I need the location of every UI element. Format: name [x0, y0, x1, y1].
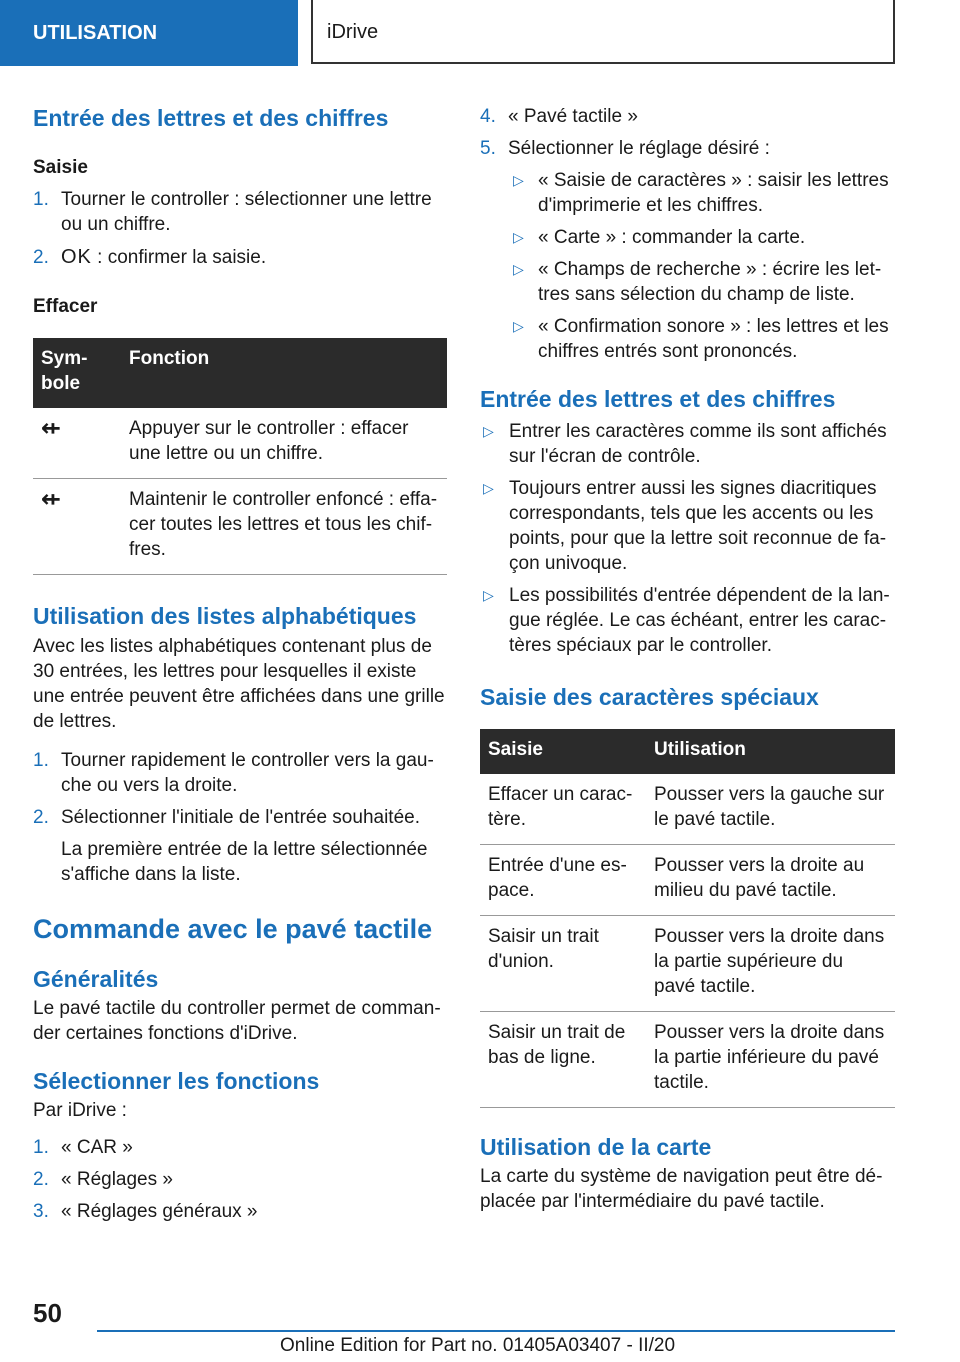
- page-header: [0, 0, 960, 66]
- table-cell: Effacer un carac-tère.: [480, 774, 646, 845]
- list-item: [480, 314, 895, 364]
- list-item: [33, 1135, 447, 1160]
- paragraph: Le pavé tactile du controller permet de comman-der certaines fonctions d'iDrive.: [33, 998, 441, 1044]
- step-text: Sélectionner l'initiale de l'entrée souhaitée.: [61, 807, 420, 828]
- list-item: [480, 583, 895, 658]
- alpha-steps: [33, 748, 447, 830]
- section-tab: UTILISATION: [0, 0, 298, 66]
- list-item: [480, 476, 895, 576]
- table-header-cell: Utilisation: [646, 729, 895, 774]
- backspace-icon: ⇷: [33, 408, 121, 479]
- step-number: 1.: [33, 1137, 49, 1158]
- step-number: 2.: [33, 807, 49, 828]
- section-heading-select-functions: Sélectionner les fonctions: [33, 1068, 320, 1094]
- paragraph: Avec les listes alphabétiques contenant plus de 30 entrées, les lettres pour lesquelles il existe une entrée peuvent être affichées dans une grille de lettres.: [33, 636, 445, 732]
- tip-text: Entrer les caractères comme ils sont affichés sur l'écran de contrôle.: [509, 421, 887, 467]
- special-chars-table: [480, 729, 895, 1108]
- subheading-saisie: Saisie: [33, 157, 88, 178]
- effacer-table: [33, 338, 447, 575]
- option-text: « Saisie de caractères » : saisir les lettres d'imprimerie et les chiffres.: [538, 170, 889, 216]
- step-text: « Réglages »: [61, 1169, 173, 1190]
- section-heading-special-chars: Saisie des caractères spéciaux: [480, 684, 819, 710]
- table-header-row: [33, 338, 447, 408]
- table-cell: Appuyer sur le controller : effacer une lettre ou un chiffre.: [121, 408, 447, 479]
- triangle-bullet-icon: ▷: [513, 229, 524, 245]
- footer-edition: Online Edition for Part no. 01405A03407 - II/20: [280, 1335, 676, 1356]
- footer-divider: [97, 1330, 895, 1332]
- list-item: [480, 257, 895, 307]
- tip-text: Toujours entrer aussi les signes diacritiques correspondants, tels que les accents ou les points, pour que la lettre soit reconnue de fa-çon univoque.: [509, 478, 887, 574]
- list-item: [480, 136, 895, 161]
- chapter-heading-touchpad: Commande avec le pavé tactile: [33, 914, 433, 944]
- table-row: [480, 845, 895, 916]
- table-row: [33, 479, 447, 575]
- list-item: [33, 805, 447, 830]
- step-number: 5.: [480, 138, 496, 159]
- table-header-cell: Sym-bole: [33, 338, 121, 408]
- section-heading-entry-touchpad: Entrée des lettres et des chiffres: [480, 386, 836, 412]
- step-number: 4.: [480, 106, 496, 127]
- triangle-bullet-icon: ▷: [483, 423, 494, 439]
- step-text: : confirmer la saisie.: [91, 247, 267, 268]
- step-text: Tourner le controller : sélectionner une lettre ou un chiffre.: [61, 189, 432, 235]
- table-row: [480, 1012, 895, 1108]
- page-number: 50: [33, 1298, 62, 1328]
- step-text: « CAR »: [61, 1137, 133, 1158]
- tip-text: Les possibilités d'entrée dépendent de la lan-gue réglée. Le cas échéant, entrer les carac-tères spéciaux par le controller.: [509, 585, 890, 656]
- list-item: [33, 1167, 447, 1192]
- saisie-steps: [33, 187, 447, 270]
- table-cell: Pousser vers la droite dans la partie supérieure du pavé tactile.: [646, 916, 895, 1012]
- section-heading-entry: Entrée des lettres et des chiffres: [33, 105, 389, 131]
- step-number: 2.: [33, 1169, 49, 1190]
- table-cell: Maintenir le controller enfoncé : effa-cer toutes les lettres et tous les chif-fres.: [121, 479, 447, 575]
- list-item: [33, 245, 447, 270]
- list-item: [480, 104, 895, 129]
- step-text: Sélectionner le réglage désiré :: [508, 138, 770, 159]
- triangle-bullet-icon: ▷: [513, 261, 524, 277]
- section-heading-map: Utilisation de la carte: [480, 1134, 712, 1160]
- select-steps: [33, 1135, 447, 1224]
- table-row: [33, 408, 447, 479]
- step-number: 2.: [33, 247, 49, 268]
- triangle-bullet-icon: ▷: [483, 587, 494, 603]
- ok-icon: OK: [61, 246, 92, 268]
- subheading-effacer: Effacer: [33, 296, 98, 317]
- step-number: 1.: [33, 189, 49, 210]
- list-item: [33, 187, 447, 237]
- table-cell: Saisir un trait de bas de ligne.: [480, 1012, 646, 1108]
- step-number: 1.: [33, 750, 49, 771]
- list-item: [33, 748, 447, 798]
- touchpad-options: [480, 168, 895, 364]
- list-item: [480, 168, 895, 218]
- list-item: [480, 419, 895, 469]
- table-header-row: [480, 729, 895, 774]
- table-cell: Saisir un trait d'union.: [480, 916, 646, 1012]
- table-header-cell: Fonction: [121, 338, 447, 408]
- step-number: 3.: [33, 1201, 49, 1222]
- table-header-cell: Saisie: [480, 729, 646, 774]
- option-text: « Carte » : commander la carte.: [538, 227, 806, 248]
- table-cell: Pousser vers la droite au milieu du pavé tactile.: [646, 845, 895, 916]
- triangle-bullet-icon: ▷: [483, 480, 494, 496]
- step-text: « Pavé tactile »: [508, 106, 638, 127]
- entry-tips: [480, 419, 895, 658]
- touchpad-steps: [480, 104, 895, 161]
- triangle-bullet-icon: ▷: [513, 172, 524, 188]
- left-column: [33, 100, 447, 1231]
- table-row: [480, 916, 895, 1012]
- list-item: [33, 1199, 447, 1224]
- option-text: « Confirmation sonore » : les lettres et les chiffres entrés sont prononcés.: [538, 316, 889, 362]
- section-heading-general: Généralités: [33, 966, 159, 992]
- backspace-icon: ⇷: [33, 479, 121, 575]
- paragraph: La carte du système de navigation peut être dé-placée par l'intermédiaire du pavé tactile.: [480, 1166, 883, 1212]
- step-text: « Réglages généraux »: [61, 1201, 258, 1222]
- option-text: « Champs de recherche » : écrire les let-tres sans sélection du champ de liste.: [538, 259, 882, 305]
- chapter-title: iDrive: [311, 0, 895, 64]
- table-cell: Pousser vers la gauche sur le pavé tactile.: [646, 774, 895, 845]
- triangle-bullet-icon: ▷: [513, 318, 524, 334]
- right-column: [480, 104, 895, 1214]
- table-cell: Entrée d'une es-pace.: [480, 845, 646, 916]
- table-cell: Pousser vers la droite dans la partie inférieure du pavé tactile.: [646, 1012, 895, 1108]
- table-row: [480, 774, 895, 845]
- step-text: Tourner rapidement le controller vers la gau-che ou vers la droite.: [61, 750, 434, 796]
- list-item: [480, 225, 895, 250]
- paragraph: Par iDrive :: [33, 1100, 127, 1121]
- step-note: La première entrée de la lettre sélectionnée s'affiche dans la liste.: [61, 839, 428, 885]
- section-heading-alpha-lists: Utilisation des listes alphabétiques: [33, 603, 417, 629]
